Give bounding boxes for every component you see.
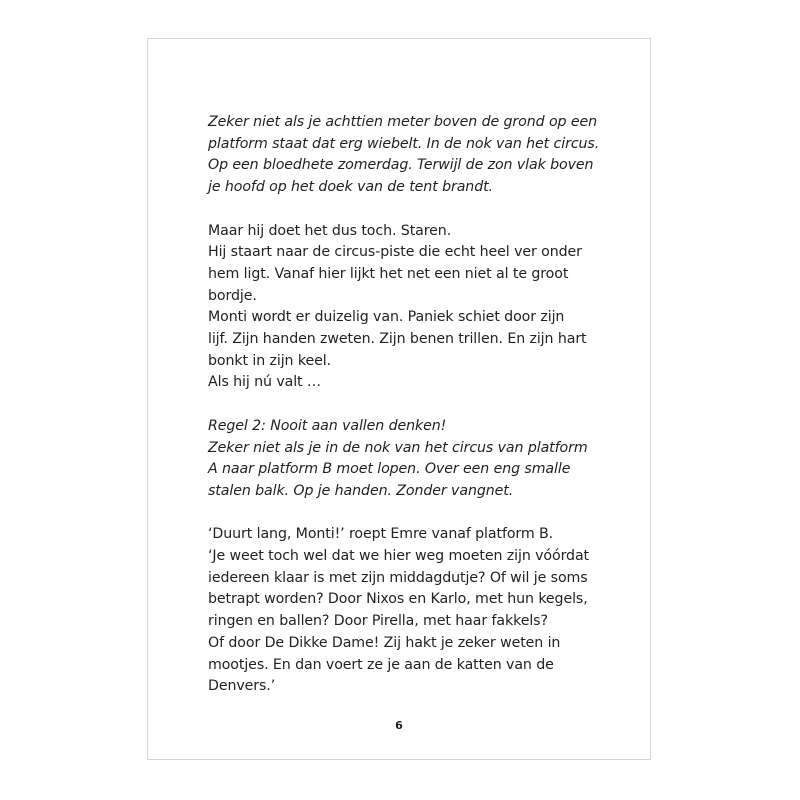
text-line: bordje. bbox=[208, 287, 257, 304]
text-line: iedereen klaar is met zijn middagdutje? Of wil je soms bbox=[208, 569, 588, 586]
book-page bbox=[147, 38, 651, 760]
text-line: Maar hij doet het dus toch. Staren. bbox=[208, 222, 452, 239]
page-number: 6 bbox=[395, 719, 403, 732]
text-line: Hij staart naar de circus-piste die echt heel ver onder bbox=[208, 244, 582, 261]
text-line: ringen en ballen? Door Pirella, met haar fakkels? bbox=[208, 613, 548, 630]
text-line: Op een bloedhete zomerdag. Terwijl de zon vlak boven bbox=[208, 157, 594, 174]
text-line: Of door De Dikke Dame! Zij hakt je zeker weten in bbox=[208, 634, 561, 651]
text-line: platform staat dat erg wiebelt. In de nok van het circus. bbox=[208, 135, 600, 152]
paragraph-gap bbox=[208, 503, 608, 525]
paragraph-2 bbox=[208, 221, 608, 395]
text-line: A naar platform B moet lopen. Over een eng smalle bbox=[208, 461, 571, 478]
text-line: stalen balk. Op je handen. Zonder vangnet. bbox=[208, 482, 514, 499]
text-line: Denvers.’ bbox=[208, 678, 276, 695]
text-line: lijf. Zijn handen zweten. Zijn benen trillen. En zijn hart bbox=[208, 331, 587, 348]
text-line: ‘Je weet toch wel dat we hier weg moeten zijn vóórdat bbox=[208, 548, 590, 565]
text-line: je hoofd op het doek van de tent brandt. bbox=[208, 179, 493, 196]
paragraph-3 bbox=[208, 416, 608, 503]
paragraph-gap bbox=[208, 199, 608, 221]
text-line: ‘Duurt lang, Monti!’ roept Emre vanaf platform B. bbox=[208, 526, 554, 543]
text-line: hem ligt. Vanaf hier lijkt het net een niet al te groot bbox=[208, 265, 569, 282]
paragraph-gap bbox=[208, 394, 608, 416]
paragraph-1 bbox=[208, 112, 608, 199]
page-text bbox=[208, 112, 608, 698]
text-line: bonkt in zijn keel. bbox=[208, 352, 331, 369]
text-line: betrapt worden? Door Nixos en Karlo, met hun kegels, bbox=[208, 591, 588, 608]
text-line: Zeker niet als je in de nok van het circus van platform bbox=[208, 439, 588, 456]
text-line: Monti wordt er duizelig van. Paniek schiet door zijn bbox=[208, 309, 565, 326]
text-line: Als hij nú valt … bbox=[208, 374, 322, 391]
text-line: mootjes. En dan voert ze je aan de katten van de bbox=[208, 656, 554, 673]
paragraph-4 bbox=[208, 524, 608, 698]
text-line: Zeker niet als je achttien meter boven de grond op een bbox=[208, 114, 597, 130]
text-line: Regel 2: Nooit aan vallen denken! bbox=[208, 417, 447, 434]
